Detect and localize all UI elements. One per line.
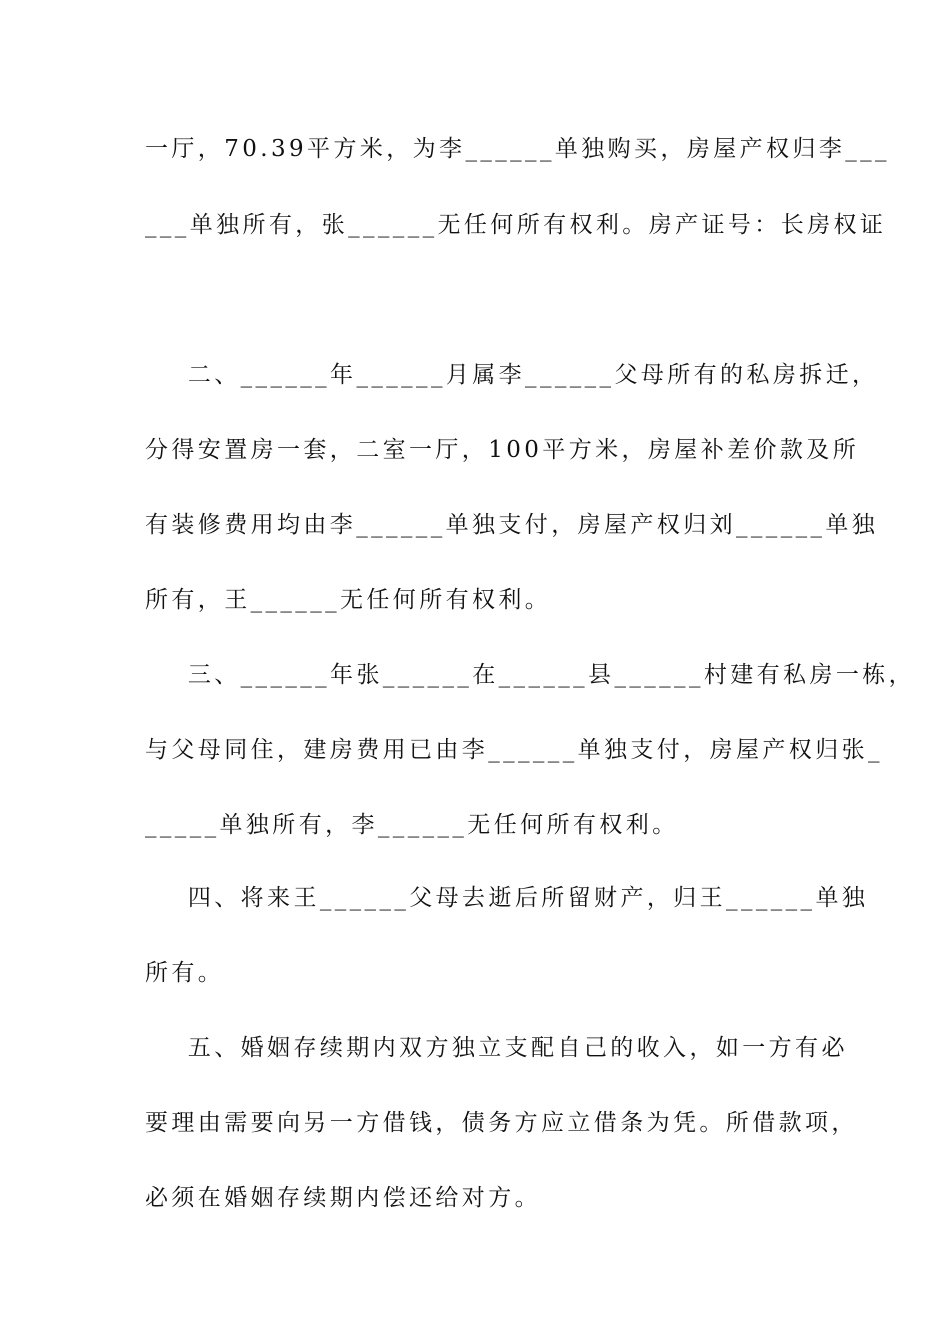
text-line: 要理由需要向另一方借钱，债务方应立借条为凭。所借款项， <box>145 1110 858 1136</box>
text-line: 四、将来王______父母去逝后所留财产，归王______单独 <box>145 885 869 911</box>
text-line: 与父母同住，建房费用已由李______单独支付，房屋产权归张_ <box>145 737 883 763</box>
text-line: _____单独所有，李______无任何所有权利。 <box>145 812 679 838</box>
text-line: 有装修费用均由李______单独支付，房屋产权归刘______单独 <box>145 512 879 538</box>
text-line: 三、______年张______在______县______村建有私房一栋， <box>145 662 916 688</box>
text-line: ___单独所有，张______无任何所有权利。房产证号：长房权证 <box>145 212 887 238</box>
text-line: 所有，王______无任何所有权利。 <box>145 587 552 613</box>
text-line: 必须在婚姻存续期内偿还给对方。 <box>145 1185 541 1211</box>
text-line: 所有。 <box>145 960 225 986</box>
text-line: 五、婚姻存续期内双方独立支配自己的收入，如一方有必 <box>145 1035 848 1061</box>
text-line: 一厅，70.39平方米，为李______单独购买，房屋产权归李___ <box>145 136 890 162</box>
text-line: 二、______年______月属李______父母所有的私房拆迁， <box>145 362 879 388</box>
text-line: 分得安置房一套，二室一厅，100平方米，房屋补差价款及所 <box>145 437 860 463</box>
